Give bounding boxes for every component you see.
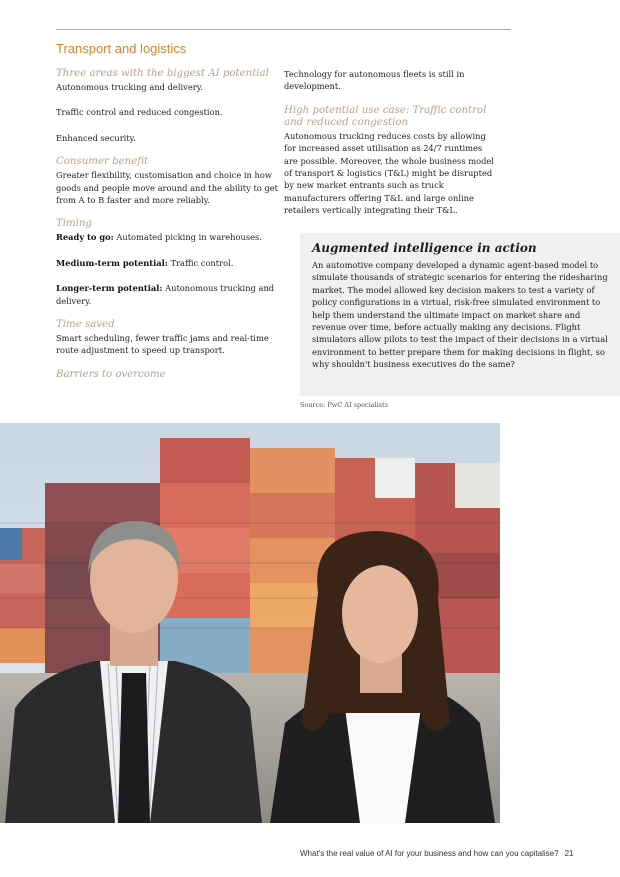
timing-label: Longer-term potential: (56, 283, 163, 294)
usecase-text: Autonomous trucking reduces costs by allowing for increased asset utilisation as 24/7 runtimes are possible. Moreover, the whole business model of transport & logistics (T&L) might be disrupted by new market entrants such as truck manufacturers offering T&L and large online retailers vertically integrating their T&L. (284, 130, 494, 216)
benefit-text: Greater flexibility, customisation and choice in how goods and people move around and the ability to get from A to B faster and more reliably. (56, 170, 278, 206)
area-item: Traffic control and reduced congestion. (56, 107, 223, 118)
timing-item (56, 257, 278, 269)
section-title: Transport and logistics (56, 41, 187, 56)
timing-item (56, 231, 278, 243)
callout-body: An automotive company developed a dynamic agent-based model to simulate thousands of strategic scenarios for entering the ridesharing market. The model allowed key decision makers to test a variety of policy configurations in a virtual, risk-free simulated environment to help them understand the ultimate impact on market share and revenue over time, before actually making any decisions. Flight simulators allow pilots to test the impact of their decisions in a virtual environment to better prepare them for making decisions in flight, so why shouldn't business executives do the same? (312, 260, 608, 370)
top-rule (56, 29, 511, 30)
business-people-photo (0, 423, 500, 823)
right-column (284, 68, 494, 217)
usecase-heading: High potential use case: Traffic control and reduced congestion (284, 104, 487, 128)
page-footer (300, 849, 573, 858)
time-saved-heading: Time saved (56, 319, 115, 331)
left-column (56, 68, 278, 382)
timing-heading: Timing (56, 218, 93, 230)
footer-text: What's the real value of AI for your business and how can you capitalise? (300, 849, 559, 858)
time-saved-text: Smart scheduling, fewer traffic jams and real-time route adjustment to speed up transport. (56, 333, 269, 356)
barriers-heading: Barriers to overcome (56, 368, 166, 380)
callout-box (300, 233, 620, 396)
timing-text: Autonomous trucking and delivery. (56, 283, 275, 306)
timing-label: Medium-term potential: (56, 257, 168, 268)
timing-text: Traffic control. (167, 257, 234, 268)
benefit-heading: Consumer benefit (56, 156, 149, 168)
timing-label: Ready to go: (56, 232, 114, 243)
areas-heading: Three areas with the biggest AI potential (56, 68, 269, 79)
source-note: Source: PwC AI specialists (300, 401, 389, 409)
timing-item (56, 282, 278, 307)
callout-title: Augmented intelligence in action (312, 241, 537, 255)
timing-text: Automated picking in warehouses. (113, 232, 262, 243)
page-number: 21 (564, 849, 574, 858)
barriers-text: Technology for autonomous fleets is still in development. (284, 69, 465, 92)
area-item: Autonomous trucking and delivery. (56, 82, 203, 92)
area-item: Enhanced security. (56, 132, 136, 143)
